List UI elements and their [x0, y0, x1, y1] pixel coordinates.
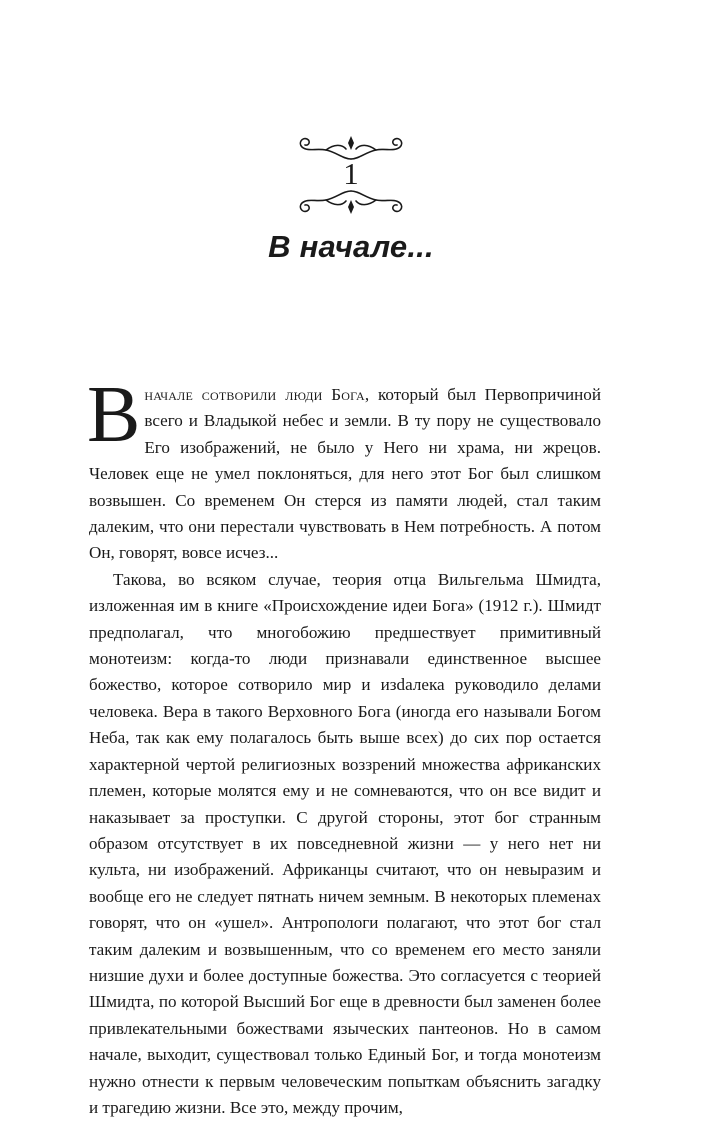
- chapter-number: 1: [343, 156, 359, 191]
- paragraph-1-text: который был Первопричиной всего и Владыкой небес и земли. В ту пору не существовало Его изображений, не было у Него ни храма, ни жрецов. Человек еще не умел поклоняться, для него этот Бог был слишком возвышен. Со временем Он стерся из памяти людей, стал таким далеким, что они перестали чувствовать в Нем потребность. А потом Он, говорят, вовсе исчез...: [89, 385, 602, 563]
- drop-cap: В: [87, 371, 141, 459]
- paragraph-1: [87, 371, 602, 567]
- chapter-title: В начале...: [268, 229, 434, 264]
- body-text: [87, 371, 602, 1121]
- ornament-bottom-flourish: [0, 188, 702, 218]
- paragraph-1-lead-in: начале сотворили люди Бога,: [144, 385, 370, 404]
- paragraph-2: Такова, во всяком случае, теория отца Вильгельма Шмидта, изложенная им в книге «Происхождение идеи Бога» (1912 г.). Шмидт предполагал, что многобожию предшествует примитивный монотеизм: когда-то люди признавали единственное высшее божество, которое сотворило мир и изdалека руководило делами человека. Вера в такого Верховного Бога (иногда его называли Богом Неба, так как ему полагалось быть выше всех) до сих пор остается характерной чертой религиозных воззрений множества африканских племен, которые молятся ему и не сомневаются, что он все видит и наказывает за проступки. С другой стороны, этот бог странным образом отсутствует в их повседневной жизни — у него нет ни культа, ни изображений. Африканцы считают, что он невыразим и вообще его не следует пятнать ничем земным. В некоторых племенах говорят, что он «ушел». Антропологи полагают, что этот бог стал таким далеким и возвышенным, что со временем его место заняли низшие духи и более доступные божества. Это согласуется с теорией Шмидта, по которой Высший Бог еще в древности был заменен более привлекательными божествами языческих пантеонов. Но в самом начале, выходит, существовал только Единый Бог, и тогда монотеизм нужно отнести к первым человеческим попыткам объяснить загадку и трагедию жизни. Все это, между прочим,: [89, 569, 601, 1117]
